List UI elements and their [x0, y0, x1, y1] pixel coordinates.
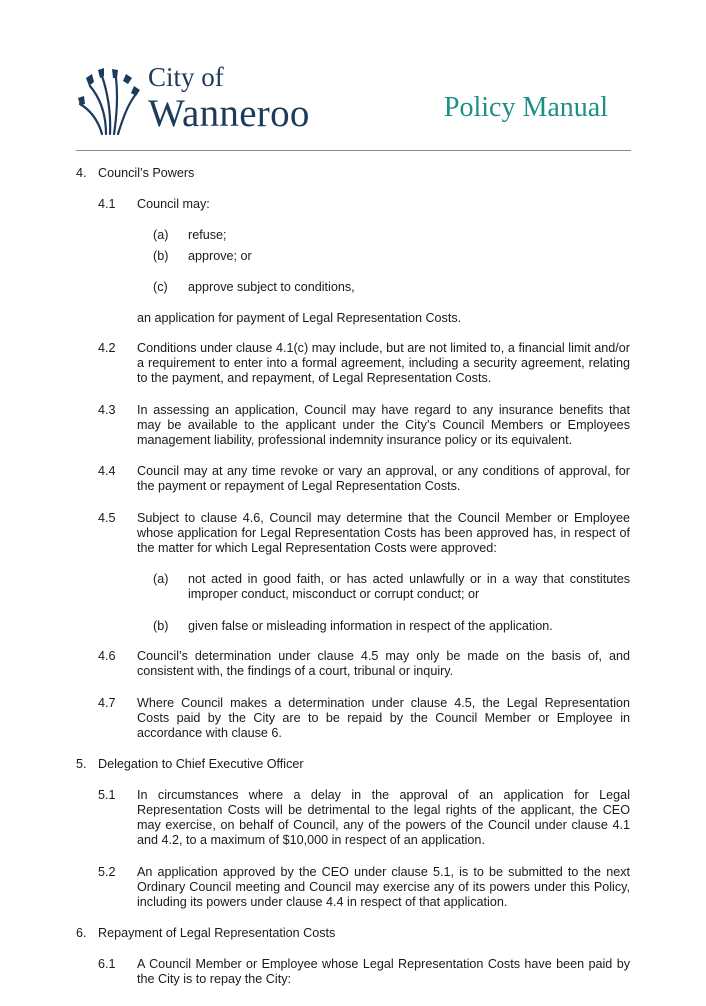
section-number: 4. [76, 166, 87, 180]
clause-number: 4.5 [98, 511, 116, 525]
header-divider [76, 150, 631, 151]
subclause-label: (c) [153, 280, 168, 294]
subclause-text: refuse; [188, 228, 227, 242]
subclause-text: approve subject to conditions, [188, 280, 355, 294]
clause-text: Where Council makes a determination under clause 4.5, the Legal Representation Costs paid by the City are to be repaid by the Council Member or Employee in accordance with clause 6. [137, 696, 630, 740]
subclause-text: given false or misleading information in respect of the application. [188, 619, 553, 633]
clause-continuation: an application for payment of Legal Representation Costs. [137, 311, 462, 325]
clause-number: 4.2 [98, 341, 116, 355]
clause-number: 5.1 [98, 788, 116, 802]
subclause-label: (a) [153, 228, 169, 242]
clause-text: Council may at any time revoke or vary an approval, or any conditions of approval, for the payment or repayment of Legal Representation Costs. [137, 464, 630, 493]
subclause-text: approve; or [188, 249, 252, 263]
subclause-label: (b) [153, 619, 169, 633]
logo-text-wanneroo: Wanneroo [148, 92, 310, 135]
clause-text: In circumstances where a delay in the approval of an application for Legal Representation Costs will be detrimental to the legal rights of the applicant, the CEO may exercise, on behalf of Council, any of the powers of the Council under clause 4.1 and 4.2, to a maximum of $10,000 in respect of an application. [137, 788, 630, 847]
section-heading: Council’s Powers [98, 166, 195, 180]
clause-number: 4.6 [98, 649, 116, 663]
section-heading: Delegation to Chief Executive Officer [98, 757, 304, 771]
subclause-label: (a) [153, 572, 169, 586]
logo-text-city-of: City of [148, 62, 224, 92]
clause-text: Subject to clause 4.6, Council may determine that the Council Member or Employee whose application for Legal Representation Costs has been approved has, in respect of the matter for which Legal Representation Costs were approved: [137, 511, 630, 555]
clause-text: Council’s determination under clause 4.5 may only be made on the basis of, and consistent with, the findings of a court, tribunal or inquiry. [137, 649, 630, 678]
section-heading: Repayment of Legal Representation Costs [98, 926, 336, 940]
subclause-label: (b) [153, 249, 169, 263]
section-number: 6. [76, 926, 87, 940]
clause-number: 6.1 [98, 957, 116, 971]
section-number: 5. [76, 757, 87, 771]
clause-text: Conditions under clause 4.1(c) may include, but are not limited to, a financial limit and/or a requirement to enter into a formal agreement, including a security agreement, relating to the payment, and repayment, of Legal Representation Costs. [137, 341, 630, 385]
clause-number: 4.1 [98, 197, 116, 211]
city-of-wanneroo-logo [76, 64, 146, 136]
clause-number: 5.2 [98, 865, 116, 879]
clause-text: Council may: [137, 197, 210, 211]
clause-text: In assessing an application, Council may have regard to any insurance benefits that may be available to the applicant under the City’s Council Members or Employees management liability, professional indemnity insurance policy or its equivalent. [137, 403, 630, 447]
clause-text: A Council Member or Employee whose Legal Representation Costs have been paid by the City is to repay the City: [137, 957, 630, 986]
clause-number: 4.3 [98, 403, 116, 417]
clause-text: An application approved by the CEO under clause 5.1, is to be submitted to the next Ordinary Council meeting and Council may exercise any of its powers under this Policy, including its powers under clause 4.4 in respect of that application. [137, 865, 630, 909]
clause-number: 4.4 [98, 464, 116, 478]
clause-number: 4.7 [98, 696, 116, 710]
page-title: Policy Manual [443, 92, 608, 123]
subclause-text: not acted in good faith, or has acted unlawfully or in a way that constitutes improper conduct, misconduct or corrupt conduct; or [188, 572, 630, 601]
